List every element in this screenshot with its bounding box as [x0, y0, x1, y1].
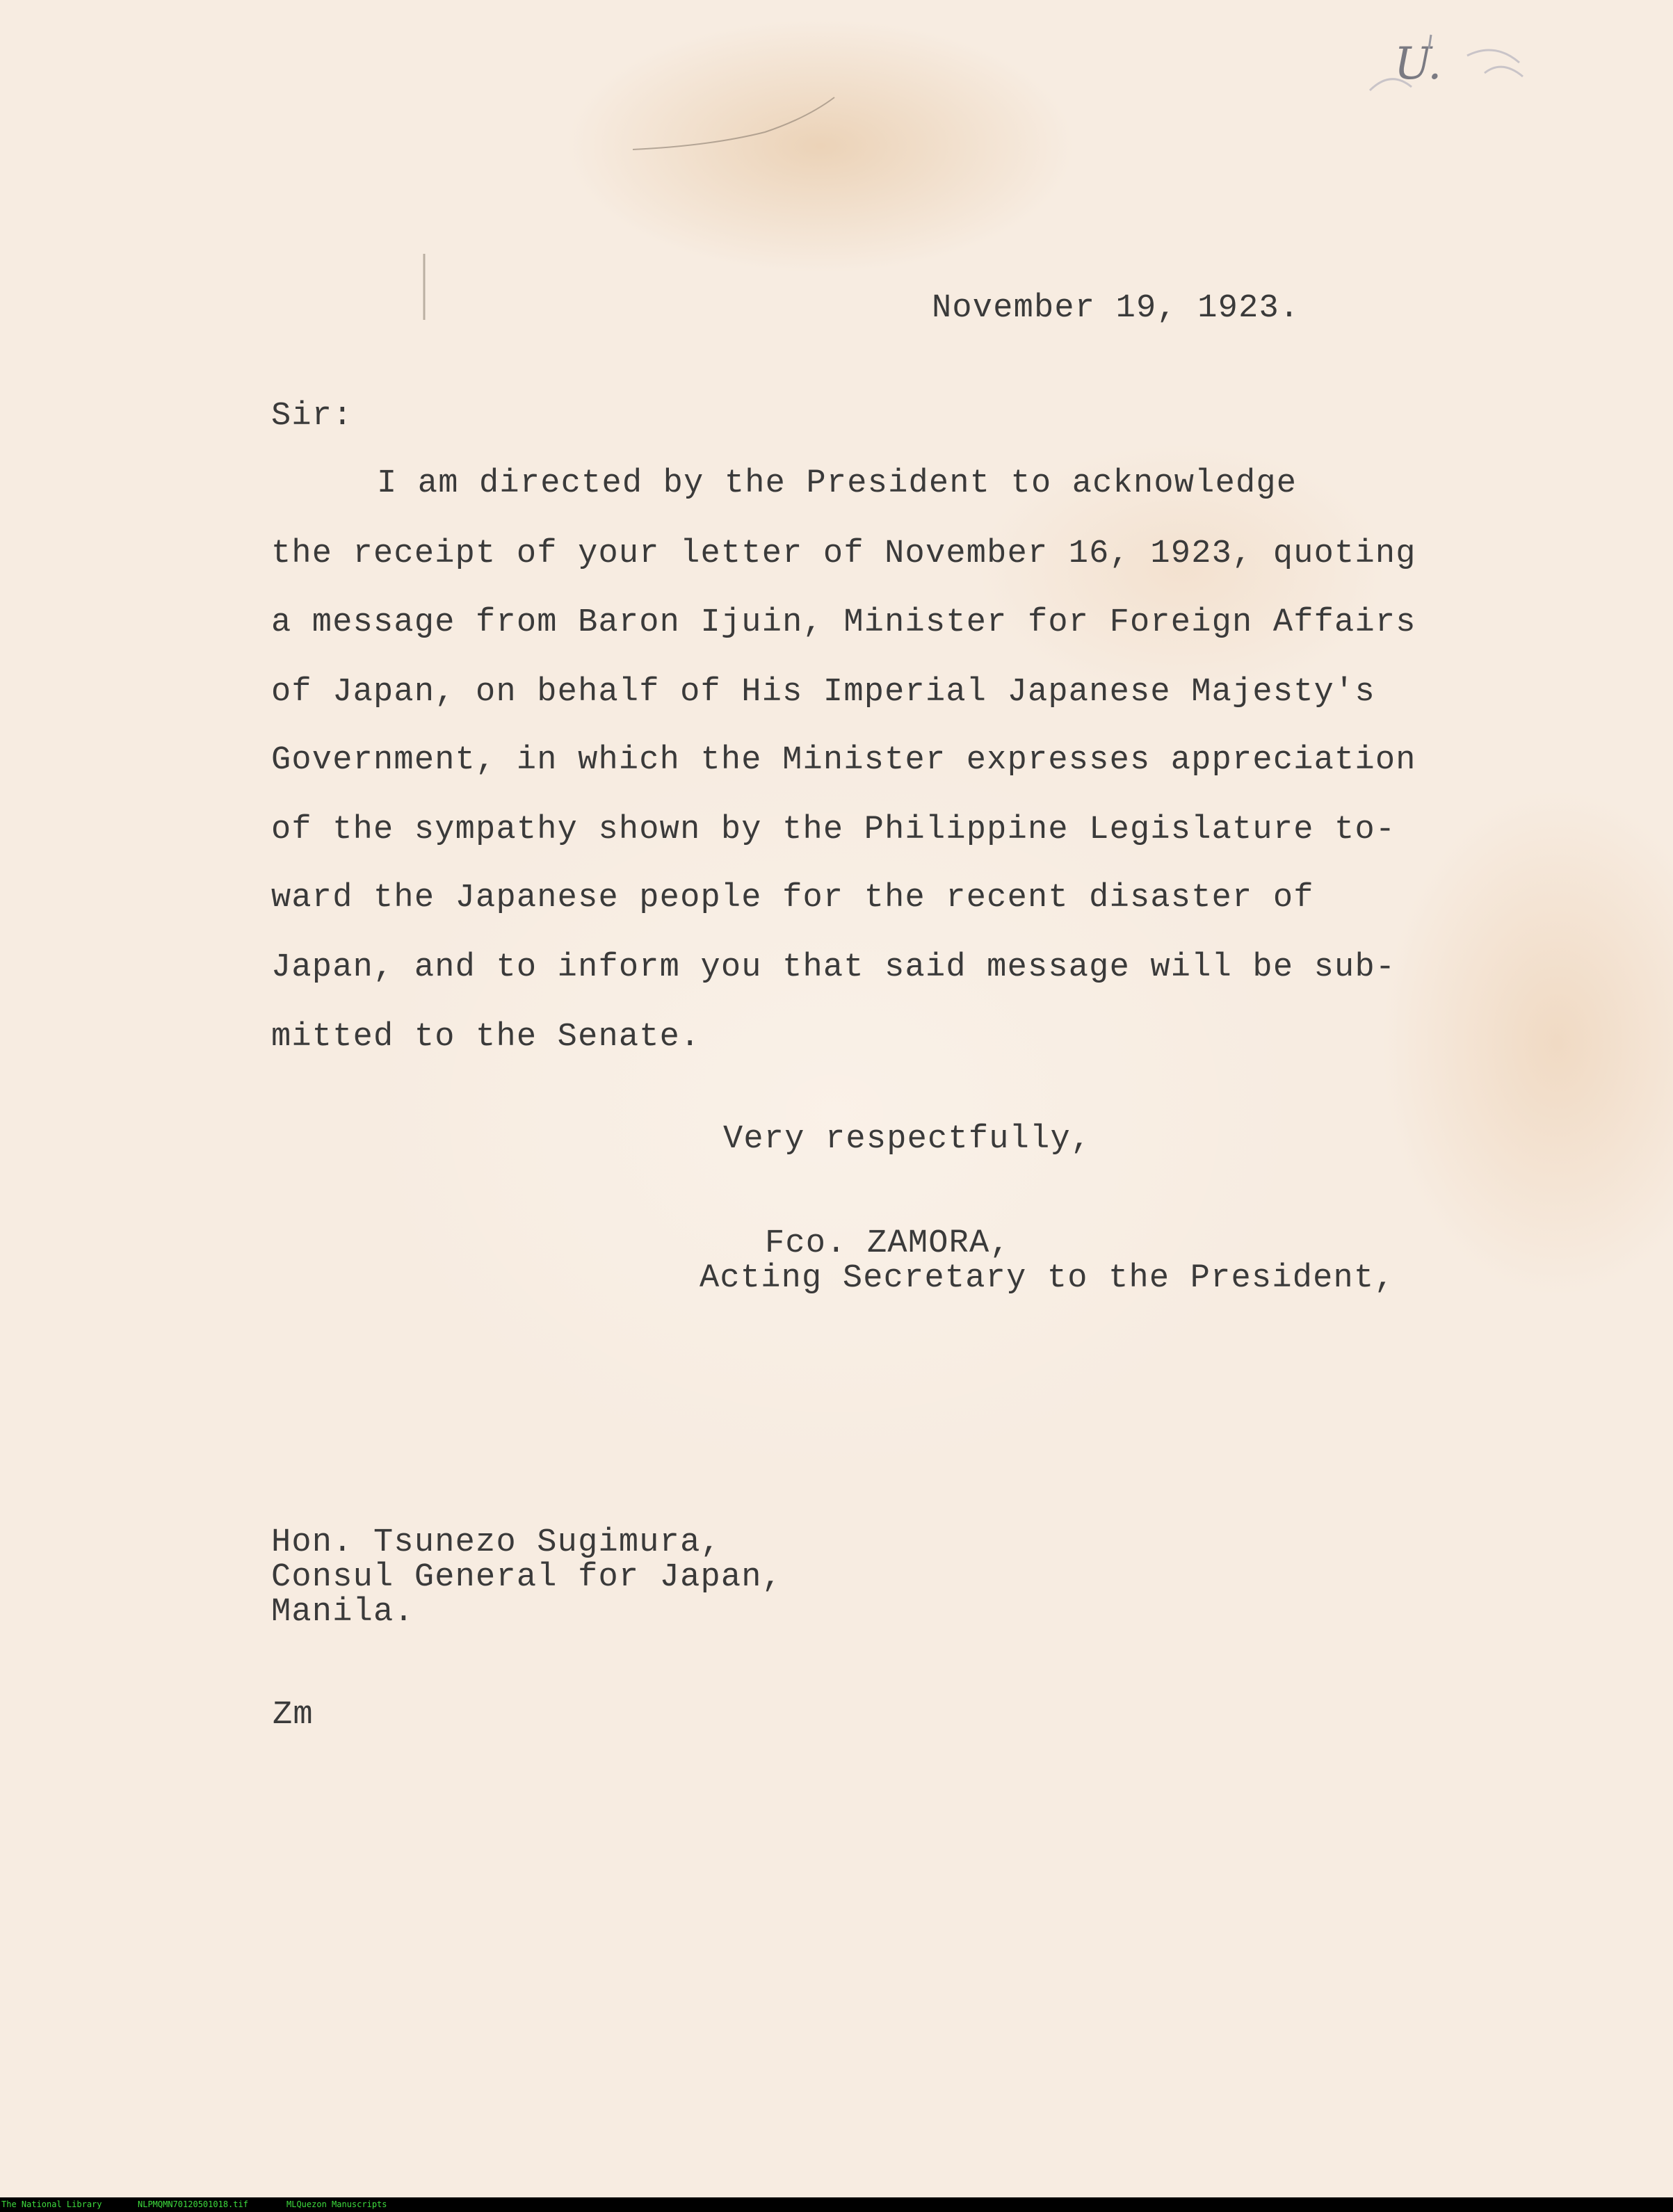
letter-date: November 19, 1923. — [932, 290, 1300, 327]
body-line: mitted to the Senate. — [271, 1019, 701, 1056]
signer-name: Fco. ZAMORA, — [765, 1225, 1010, 1262]
body-line: a message from Baron Ijuin, Minister for Foreign Affairs — [271, 604, 1416, 641]
body-line: Japan, and to inform you that said message will be sub- — [271, 949, 1396, 986]
recipient-line: Manila. — [271, 1594, 414, 1631]
closing: Very respectfully, — [723, 1121, 1092, 1158]
typist-initials: Zm — [273, 1697, 314, 1734]
body-line: I am directed by the President to acknowledge — [377, 465, 1298, 502]
body-line: ward the Japanese people for the recent disaster of — [271, 880, 1314, 917]
body-line: of the sympathy shown by the Philippine Legislature to- — [271, 812, 1396, 848]
body-line: the receipt of your letter of November 16, 1923, quoting — [271, 535, 1416, 572]
recipient-line: Consul General for Japan, — [271, 1559, 783, 1596]
footer-collection: MLQuezon Manuscripts — [286, 2199, 387, 2209]
paper-crease — [626, 83, 918, 167]
footer-file: NLPMQMN70120501018.tif — [138, 2199, 248, 2209]
footer-library: The National Library — [1, 2199, 102, 2209]
signer-title: Acting Secretary to the President, — [700, 1260, 1395, 1297]
salutation: Sir: — [271, 398, 353, 435]
recipient-line: Hon. Tsunezo Sugimura, — [271, 1524, 721, 1561]
paper-crease-vertical — [417, 250, 445, 403]
body-line: of Japan, on behalf of His Imperial Japanese Majesty's — [271, 674, 1375, 711]
body-line: Government, in which the Minister expresses appreciation — [271, 742, 1416, 779]
pencil-scribble-icon — [1363, 21, 1530, 118]
handwritten-annotation: U. — [1394, 38, 1442, 90]
archive-footer-bar — [0, 2197, 1673, 2212]
